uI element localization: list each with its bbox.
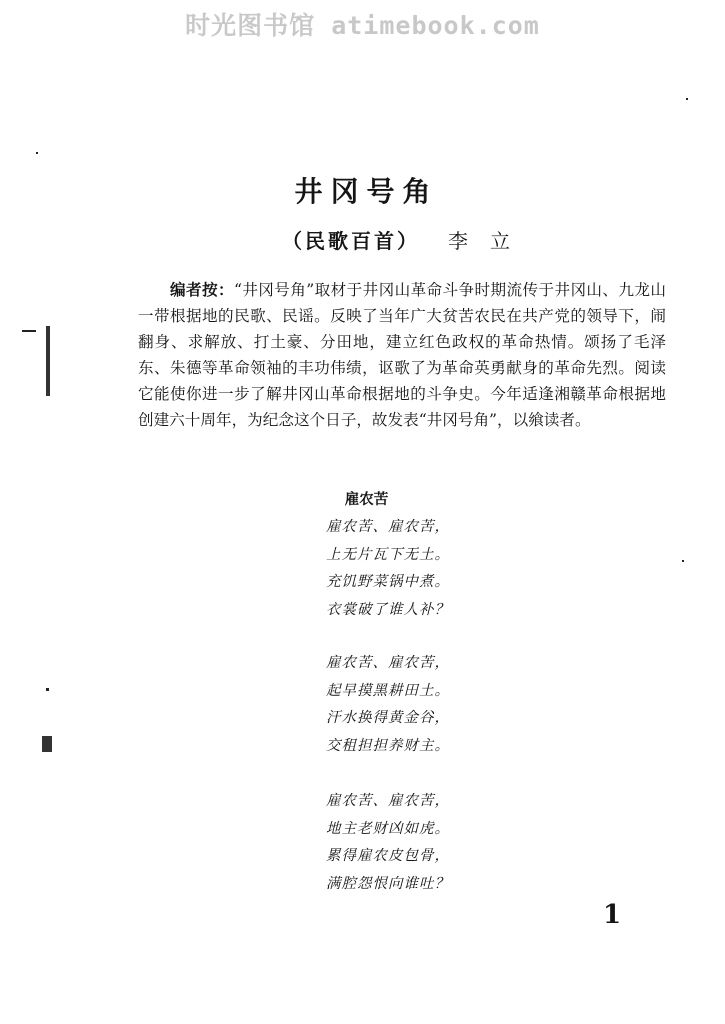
scan-mark	[46, 326, 50, 396]
poem-line: 雇农苦、雇农苦，	[326, 655, 450, 671]
watermark: 时光图书馆 atimebook.com	[185, 11, 540, 40]
editor-note-text: “井冈号角”取材于井冈山革命斗争时期流传于井冈山、九龙山一带根据地的民歌、民谣。反映了当年广大贫苦农民在共产党的领导下，闹翻身、求解放、打土豪、分田地，建立红色政权的革命热情。颂扬了毛泽东、朱德等革命领袖的丰功伟绩，讴歌了为革命英勇献身的革命先烈。阅读它能使你进一步了解井冈山革命根据地的斗争史。今年适逢湘赣革命根据地创建六十周年，为纪念这个日子，故发表“井冈号角”，以飨读者。	[138, 281, 666, 429]
poem-stanza	[326, 650, 450, 760]
poem-line: 地主老财凶如虎。	[326, 820, 450, 837]
scan-mark	[46, 688, 49, 691]
editor-note	[138, 277, 666, 433]
poem-line: 累得雇农皮包骨，	[326, 848, 450, 864]
author: 李立	[448, 229, 532, 253]
scan-mark	[42, 736, 52, 752]
scan-mark	[22, 330, 36, 332]
page-number: 1	[603, 900, 622, 930]
subtitle: （民歌百首）	[282, 229, 420, 253]
page-title: 井冈号角	[294, 175, 439, 208]
poem-line: 雇农苦、雇农苦，	[326, 519, 450, 535]
poem-line: 交租担担养财主。	[326, 737, 450, 754]
scan-mark	[682, 560, 684, 562]
poem-line: 满腔怨恨向谁吐？	[326, 875, 450, 892]
scan-mark	[36, 152, 38, 154]
poem-line: 上无片瓦下无土。	[326, 546, 450, 563]
scan-mark	[686, 98, 688, 100]
poem-line: 雇农苦、雇农苦，	[326, 793, 450, 809]
poem-stanza	[326, 788, 450, 898]
poem-title: 雇农苦	[344, 492, 389, 508]
editor-note-label: 编者按：	[170, 280, 234, 299]
poem-stanza	[326, 514, 450, 624]
subtitle-line	[282, 225, 532, 254]
poem-line: 充饥野菜锅中煮。	[326, 574, 450, 590]
poem-line: 起早摸黑耕田土。	[326, 682, 450, 699]
poem-line: 衣裳破了谁人补？	[326, 601, 450, 618]
poem-line: 汗水换得黄金谷，	[326, 710, 450, 726]
